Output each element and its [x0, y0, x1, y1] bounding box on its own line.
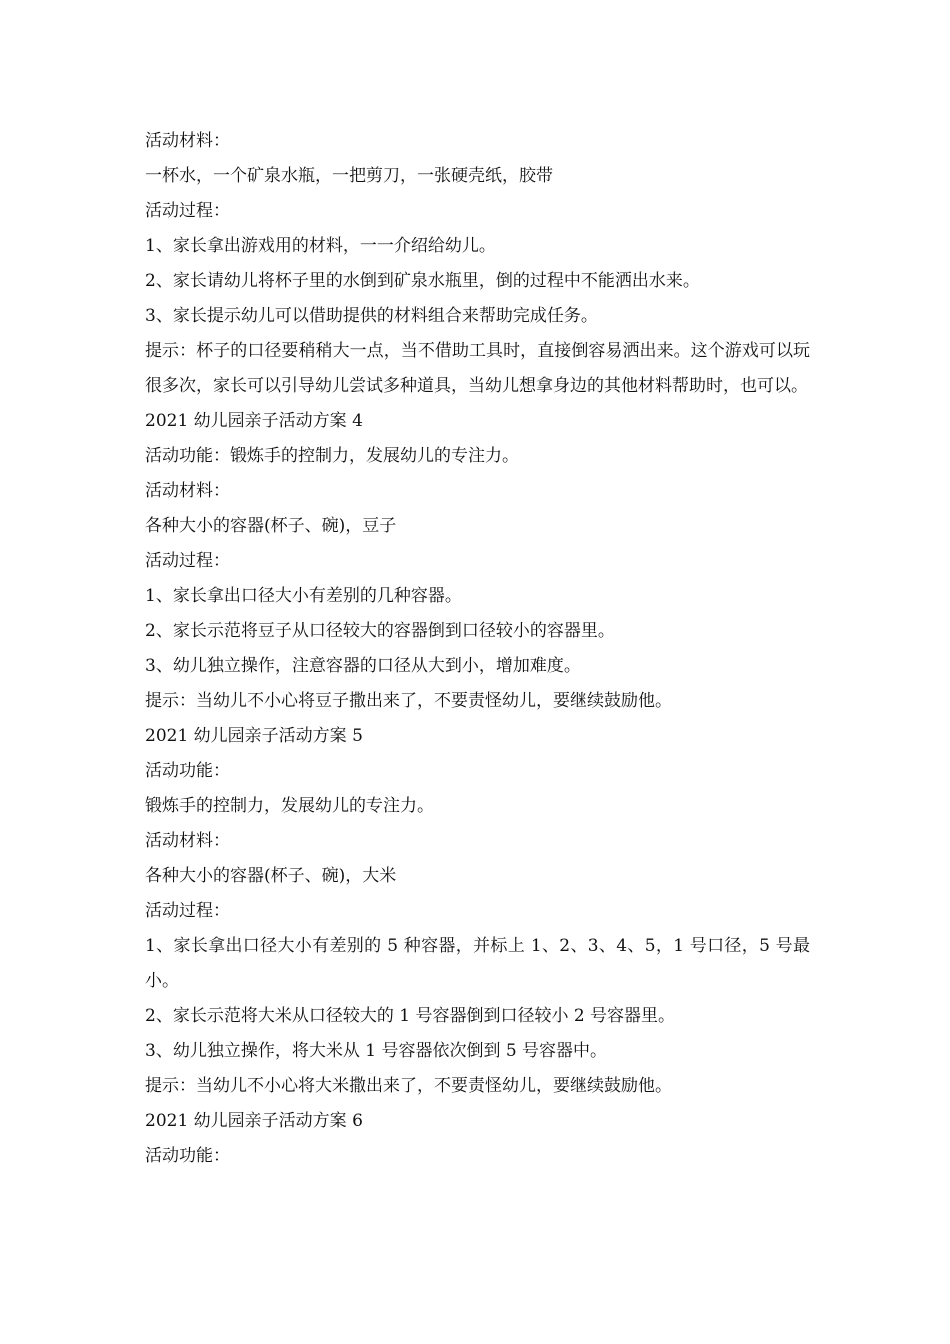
heading-plan-6: 2021 幼儿园亲子活动方案 6 [145, 1111, 363, 1131]
process-step-2: 2、家长示范将豆子从口径较大的容器倒到口径较小的容器里。 [145, 621, 615, 641]
section-label-materials: 活动材料： [145, 831, 230, 851]
process-step-2: 2、家长请幼儿将杯子里的水倒到矿泉水瓶里，倒的过程中不能洒出水来。 [145, 271, 700, 291]
materials-list: 各种大小的容器(杯子、碗)，大米 [145, 866, 397, 886]
section-label-process: 活动过程： [145, 201, 230, 221]
section-label-process: 活动过程： [145, 901, 230, 921]
section-label-function: 活动功能： [145, 1146, 230, 1166]
process-step-3: 3、幼儿独立操作，注意容器的口径从大到小，增加难度。 [145, 656, 581, 676]
section-label-materials: 活动材料： [145, 481, 230, 501]
function-text: 锻炼手的控制力，发展幼儿的专注力。 [145, 796, 434, 816]
section-label-materials: 活动材料： [145, 131, 230, 151]
function-line: 活动功能：锻炼手的控制力，发展幼儿的专注力。 [145, 446, 519, 466]
tip-line: 提示：当幼儿不小心将大米撒出来了，不要责怪幼儿，要继续鼓励他。 [145, 1076, 672, 1096]
process-step-3: 3、家长提示幼儿可以借助提供的材料组合来帮助完成任务。 [145, 306, 598, 326]
heading-plan-4: 2021 幼儿园亲子活动方案 4 [145, 411, 363, 431]
tip-line: 提示：当幼儿不小心将豆子撒出来了，不要责怪幼儿，要继续鼓励他。 [145, 691, 672, 711]
heading-plan-5: 2021 幼儿园亲子活动方案 5 [145, 726, 363, 746]
process-step-1: 1、家长拿出口径大小有差别的几种容器。 [145, 586, 462, 606]
materials-list: 一杯水，一个矿泉水瓶，一把剪刀，一张硬壳纸，胶带 [145, 166, 553, 186]
section-label-function: 活动功能： [145, 761, 230, 781]
process-step-1: 1、家长拿出口径大小有差别的 5 种容器，并标上 1、2、3、4、5，1 号口径，5 号最小。 [145, 936, 810, 991]
process-step-1: 1、家长拿出游戏用的材料，一一介绍给幼儿。 [145, 236, 496, 256]
materials-list: 各种大小的容器(杯子、碗)，豆子 [145, 516, 397, 536]
process-step-3: 3、幼儿独立操作，将大米从 1 号容器依次倒到 5 号容器中。 [145, 1041, 608, 1061]
section-label-process: 活动过程： [145, 551, 230, 571]
document-body [145, 124, 810, 1174]
process-step-2: 2、家长示范将大米从口径较大的 1 号容器倒到口径较小 2 号容器里。 [145, 1006, 676, 1026]
tip-paragraph: 提示：杯子的口径要稍稍大一点，当不借助工具时，直接倒容易洒出来。这个游戏可以玩很多次，家长可以引导幼儿尝试多种道具，当幼儿想拿身边的其他材料帮助时，也可以。 [145, 341, 810, 396]
